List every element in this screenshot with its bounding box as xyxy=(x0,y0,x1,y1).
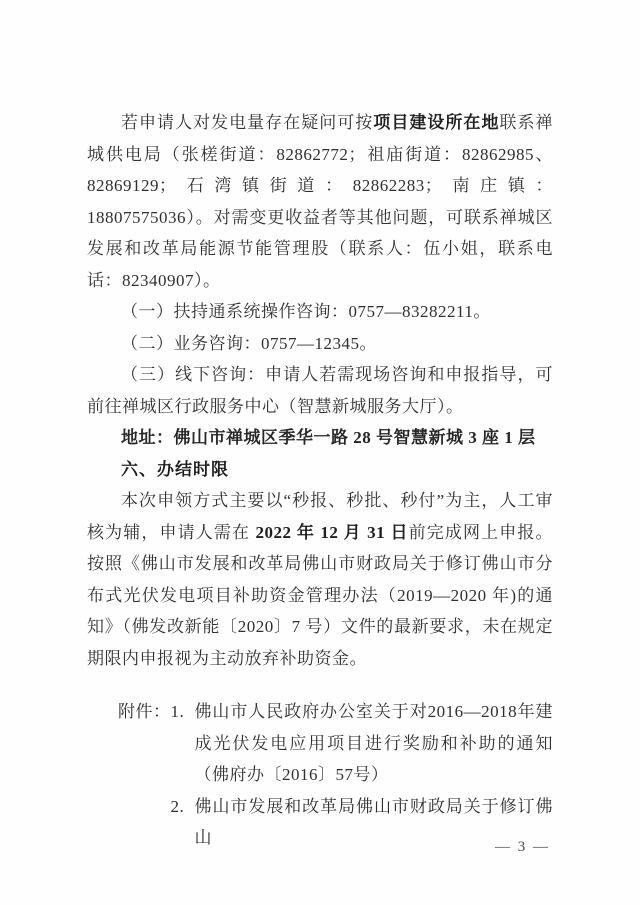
document-body xyxy=(87,107,553,854)
list-item-system-consult: （一）扶持通系统操作咨询：0757—83282211。 xyxy=(121,302,491,321)
paragraph-contact-post: 联系禅城供电局（张槎街道：82862772；祖庙街道：82862985、82869129；石湾镇街道：82862283；南庄镇：18807575036）。对需变更收益者等其他问题，可联系禅城区发展和改革局能源节能管理股（联系人：伍小姐，联系电话：82340907）。 xyxy=(87,113,554,290)
paragraph-contact-pre: 若申请人对发电量存在疑问可按 xyxy=(121,113,374,132)
paragraph-deadline-post: 前完成网上申报。按照《佛山市发展和改革局佛山市财政局关于修订佛山市分布式光伏发电项目补助资金管理办法（2019—2020 年)的通知》（佛发改新能〔2020〕7 号）文件的最新要求，未在规定期限内申报视为主动放弃补助资金。 xyxy=(87,522,554,668)
attachment-block xyxy=(87,696,553,854)
attachment-item-2-text: 佛山市发展和改革局佛山市财政局关于修订佛山 xyxy=(194,796,553,847)
bold-deadline-date: 2022 年 12 月 31 日 xyxy=(255,522,409,542)
bold-project-location: 项目建设所在地 xyxy=(373,113,500,132)
list-item-business-consult: （二）业务咨询：0757—12345。 xyxy=(121,333,377,353)
attachment-item-1-text: 佛山市人民政府办公室关于对2016—2018年建成光伏发电应用项目进行奖励和补助的通知（佛府办〔2016〕57号） xyxy=(194,702,553,784)
attachment-list xyxy=(171,696,554,854)
paragraph-deadline xyxy=(87,485,553,674)
attachment-item-1-number: 1. xyxy=(170,702,185,721)
address-line: 地址：佛山市禅城区季华一路 28 号智慧新城 3 座 1 层 xyxy=(121,428,536,447)
attachment-label: 附件： xyxy=(118,702,171,721)
list-item-offline-consult: （三）线下咨询：申请人若需现场咨询和申报指导，可前往禅城区行政服务中心（智慧新城服务大厅）。 xyxy=(87,365,553,416)
page-number: — 3 — xyxy=(495,839,550,855)
paragraph-contact-info xyxy=(87,107,553,296)
attachment-item-1 xyxy=(171,696,554,791)
attachment-item-2-number: 2. xyxy=(170,796,185,816)
section-heading-deadline: 六、办结时限 xyxy=(121,459,229,479)
paragraph-deadline-pre: 本次申领方式主要以“秒报、秒批、秒付”为主，人工审核为辅，申请人需在 xyxy=(87,491,553,542)
